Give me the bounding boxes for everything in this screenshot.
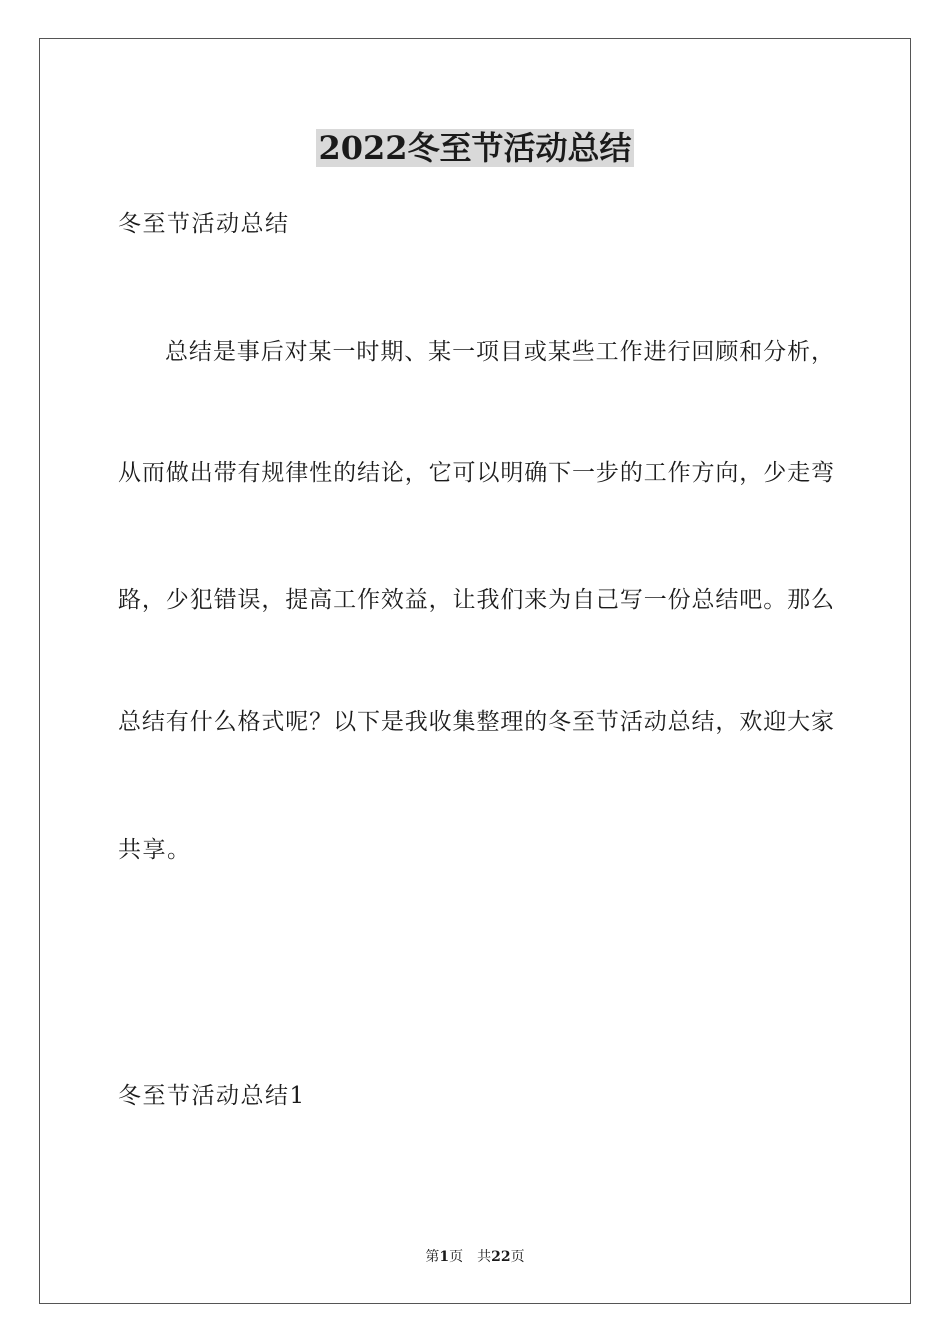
document-subtitle: 冬至节活动总结 <box>118 211 290 237</box>
paragraph-line-2: 从而做出带有规律性的结论，它可以明确下一步的工作方向，少走弯 <box>118 460 834 486</box>
footer-current-page: 1 <box>439 1249 450 1265</box>
page-number-footer <box>0 1247 950 1267</box>
paragraph-line-3: 路，少犯错误，提高工作效益，让我们来为自己写一份总结吧。那么 <box>118 587 834 613</box>
footer-page-suffix: 页 <box>510 1249 525 1265</box>
footer-page-prefix: 第 <box>425 1249 440 1265</box>
paragraph-line-4: 总结有什么格式呢？以下是我收集整理的冬至节活动总结，欢迎大家 <box>118 709 834 735</box>
document-title-text: 2022冬至节活动总结 <box>318 129 632 167</box>
paragraph-line-5: 共享。 <box>118 837 192 863</box>
footer-page-middle: 页 共 <box>449 1249 492 1265</box>
document-title <box>0 126 950 170</box>
footer-total-pages: 22 <box>491 1249 511 1265</box>
paragraph-line-1: 总结是事后对某一时期、某一项目或某些工作进行回顾和分析， <box>165 339 834 365</box>
section-heading: 冬至节活动总结1 <box>118 1083 306 1109</box>
